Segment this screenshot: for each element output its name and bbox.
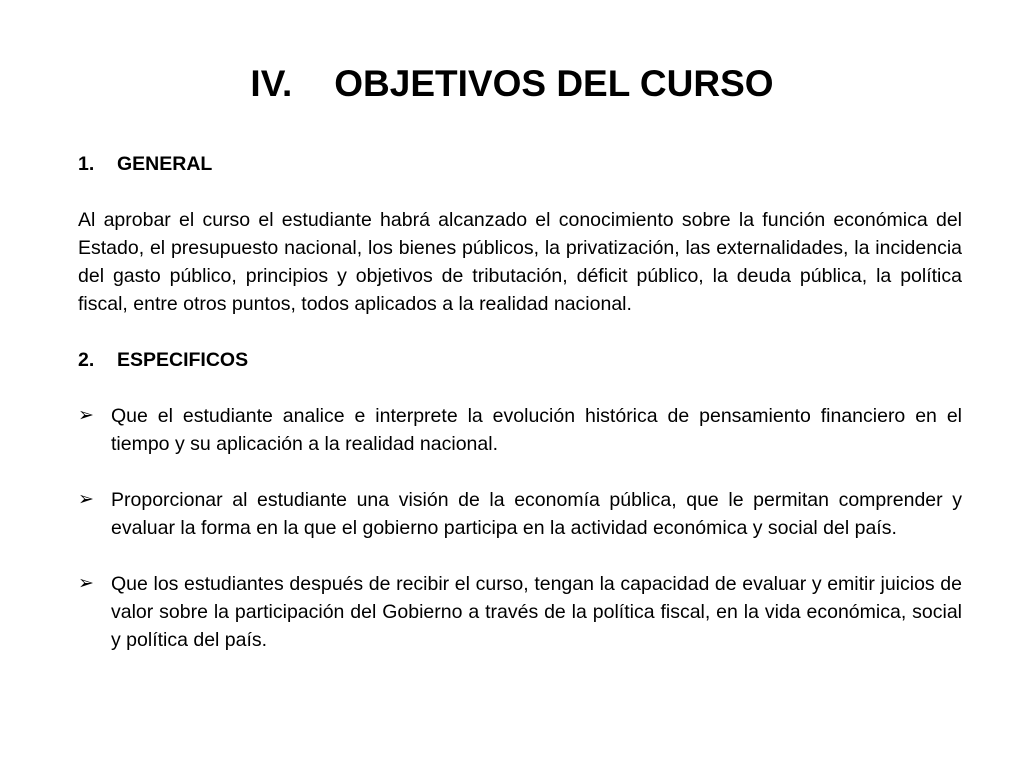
- general-paragraph: Al aprobar el curso el estudiante habrá alcanzado el conocimiento sobre la función económica del Estado, el presupuesto nacional, los bienes públicos, la privatización, las externalidades, la incidencia del gasto público, principios y objetivos de tributación, déficit público, la deuda pública, la política fiscal, entre otros puntos, todos aplicados a la realidad nacional.: [78, 209, 962, 315]
- section-general-heading: [78, 150, 962, 178]
- title-number: IV.: [250, 63, 293, 104]
- arrow-bullet-icon: ➢: [78, 405, 94, 426]
- section-especificos-number: 2.: [78, 349, 95, 371]
- arrow-bullet-icon: ➢: [78, 489, 94, 510]
- objective-text-1: Que el estudiante analice e interprete la evolución histórica de pensamiento financiero en el tiempo y su aplicación a la realidad nacional.: [111, 405, 962, 455]
- slide-content: [78, 150, 962, 654]
- arrow-bullet-icon: ➢: [78, 573, 94, 594]
- section-especificos-heading: [78, 346, 962, 374]
- section-especificos-label: ESPECIFICOS: [117, 349, 249, 371]
- objective-text-3: Que los estudiantes después de recibir el curso, tengan la capacidad de evaluar y emitir juicios de valor sobre la participación del Gobierno a través de la política fiscal, en la vida económica, social y política del país.: [111, 573, 962, 651]
- section-general-number: 1.: [78, 153, 95, 175]
- objective-bullet-1: [78, 402, 962, 458]
- slide-title: [0, 62, 1024, 106]
- objective-text-2: Proporcionar al estudiante una visión de la economía pública, que le permitan comprender y evaluar la forma en la que el gobierno participa en la actividad económica y social del país.: [111, 489, 962, 539]
- title-text: OBJETIVOS DEL CURSO: [334, 63, 774, 104]
- objective-bullet-3: [78, 570, 962, 654]
- section-general-label: GENERAL: [117, 153, 213, 175]
- objective-bullet-2: [78, 486, 962, 542]
